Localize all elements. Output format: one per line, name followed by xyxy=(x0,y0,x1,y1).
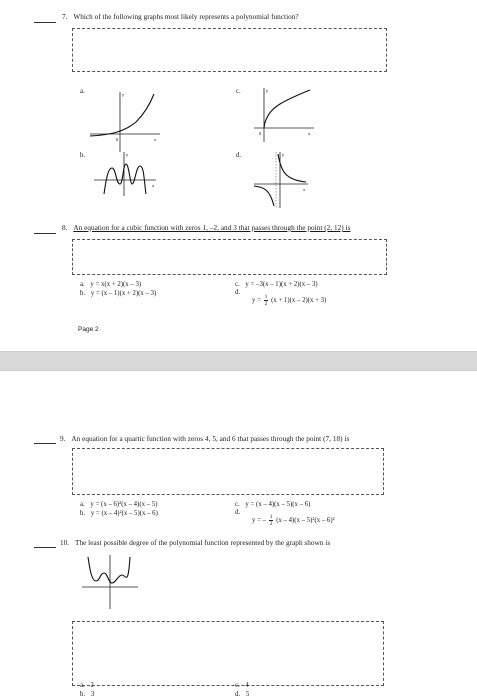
q7-graph-d-y-label: y xyxy=(282,152,285,157)
q10-choice-d[interactable] xyxy=(235,691,249,698)
q9-choice-b[interactable] xyxy=(80,510,158,517)
q8-choice-a[interactable] xyxy=(80,281,141,288)
q8-choice-d-rest: (x + 1)(x – 2)(x + 3) xyxy=(271,297,327,305)
q10-graph-curve xyxy=(88,557,130,583)
q9-choice-c-letter: c. xyxy=(235,501,240,508)
q9-choice-a-text: y = (x – 6)²(x – 4)(x – 5) xyxy=(90,501,158,508)
q10-choice-b-letter: b. xyxy=(80,691,86,698)
q8-choice-b[interactable] xyxy=(80,290,156,297)
q7-option-b-label: b. xyxy=(80,152,86,159)
q9-answer-box[interactable] xyxy=(72,448,384,495)
q9-choice-d-denominator: 2 xyxy=(269,521,273,527)
q10-choice-c-letter: c. xyxy=(235,682,240,689)
q7-graph-a-origin: 0 xyxy=(116,137,119,142)
q10-question xyxy=(60,539,330,547)
q10-choice-a-text: 2 xyxy=(90,682,94,689)
q7-graph-b-y-label: y xyxy=(126,152,129,157)
q10-choice-c[interactable] xyxy=(235,682,249,689)
q10-answer-box[interactable] xyxy=(72,621,384,686)
worksheet-page-bottom xyxy=(0,370,477,700)
q7-graph-b-x-label: x xyxy=(152,183,155,188)
q7-graph-d-curve-left xyxy=(254,186,274,206)
q9-number: 9. xyxy=(60,435,66,443)
q10-answer-blank[interactable] xyxy=(34,547,56,548)
q9-choice-c-text: y = (x – 4)(x – 5)(x – 6) xyxy=(245,501,311,508)
q7-graph-a-x-label: x xyxy=(154,137,157,142)
q7-graph-a-curve xyxy=(90,94,154,136)
q9-text: An equation for a quartic function with zeros 4, 5, and 6 that passes through the point (7, 18) is xyxy=(71,435,350,443)
q8-number: 8. xyxy=(62,224,68,232)
q10-choice-b[interactable] xyxy=(80,691,94,698)
q7-graph-c-curve xyxy=(264,90,310,128)
q7-option-a-label: a. xyxy=(80,88,85,95)
q8-choice-d-denominator: 2 xyxy=(264,301,268,307)
q9-choice-b-letter: b. xyxy=(80,510,86,517)
q9-choice-c[interactable] xyxy=(235,501,310,508)
q8-choice-c-letter: c. xyxy=(235,281,240,288)
q9-choice-d-numerator: 1 xyxy=(269,514,273,520)
q8-choice-d-fraction xyxy=(264,294,269,307)
q8-answer-box[interactable] xyxy=(72,239,387,275)
q7-option-c-label: c. xyxy=(236,88,241,95)
q7-graph-a[interactable] xyxy=(84,88,164,154)
q7-graph-c-x-label: x xyxy=(308,131,311,136)
q9-choice-d-rest: (x – 4)(x – 5)²(x – 6)² xyxy=(276,517,335,525)
q7-graph-b[interactable] xyxy=(90,150,160,198)
q9-choice-d[interactable] xyxy=(252,514,335,527)
q8-choice-d-prefix: y = xyxy=(252,297,261,305)
q7-answer-blank[interactable] xyxy=(34,22,56,23)
q9-answer-blank[interactable] xyxy=(34,443,56,444)
page-number: Page 2 xyxy=(78,326,99,333)
q9-choice-d-letter[interactable]: d. xyxy=(235,509,241,516)
q7-option-d-label: d. xyxy=(236,152,242,159)
q8-choice-d-numerator: 1 xyxy=(264,294,268,300)
q7-graph-c-origin: 0 xyxy=(259,131,262,136)
q7-graph-c[interactable] xyxy=(250,84,316,144)
q8-answer-blank[interactable] xyxy=(34,233,56,234)
q9-choice-a-letter: a. xyxy=(80,501,85,508)
q8-choice-c-text: y = –3(x – 1)(x + 2)(x – 3) xyxy=(245,281,318,288)
q10-choice-a-letter: a. xyxy=(80,682,85,689)
q7-answer-box[interactable] xyxy=(72,28,387,72)
q8-choice-d-letter[interactable]: d. xyxy=(235,289,241,296)
q8-choice-a-letter: a. xyxy=(80,281,85,288)
q7-graph-c-y-label: y xyxy=(266,88,269,93)
page-separator xyxy=(0,352,477,370)
q8-text: An equation for a cubic function with zeros 1, –2, and 3 that passes through the point (2, 12) is xyxy=(73,224,351,232)
q8-choice-a-text: y = x(x + 2)(x – 3) xyxy=(90,281,142,288)
q10-choice-b-text: 3 xyxy=(90,691,95,698)
q9-choice-b-text: y = (x – 4)²(x – 5)(x – 6) xyxy=(90,510,158,517)
q10-choice-c-text: 4 xyxy=(245,682,249,689)
q7-graph-d-x-label: x xyxy=(303,187,306,192)
q8-choice-c[interactable] xyxy=(235,281,318,288)
q8-choice-b-letter: b. xyxy=(80,290,86,297)
q10-number: 10. xyxy=(60,539,70,547)
q8-choice-d[interactable] xyxy=(252,294,326,307)
q8-question xyxy=(62,224,350,232)
q7-text: Which of the following graphs most likely represents a polynomial function? xyxy=(73,13,299,21)
q7-graph-d-curve-right xyxy=(278,154,306,182)
q7-graph-b-curve xyxy=(104,164,146,194)
q10-text: The least possible degree of the polynomial function represented by the graph shown is xyxy=(75,539,331,547)
q10-choice-d-text: 5 xyxy=(245,691,250,698)
q9-choice-a[interactable] xyxy=(80,501,157,508)
q7-question xyxy=(62,13,299,21)
q9-question xyxy=(60,435,349,443)
q7-graph-d[interactable] xyxy=(250,150,310,210)
q8-choice-b-text: y = (x – 1)(x + 2)(x – 3) xyxy=(90,290,157,297)
q10-choice-a[interactable] xyxy=(80,682,94,689)
q10-choice-d-letter: d. xyxy=(235,691,241,698)
q7-number: 7. xyxy=(62,13,68,21)
q10-graph xyxy=(78,553,142,611)
q7-graph-a-y-label: y xyxy=(122,92,125,97)
q9-choice-d-fraction xyxy=(269,514,274,527)
q9-choice-d-prefix: y = – xyxy=(252,517,267,525)
